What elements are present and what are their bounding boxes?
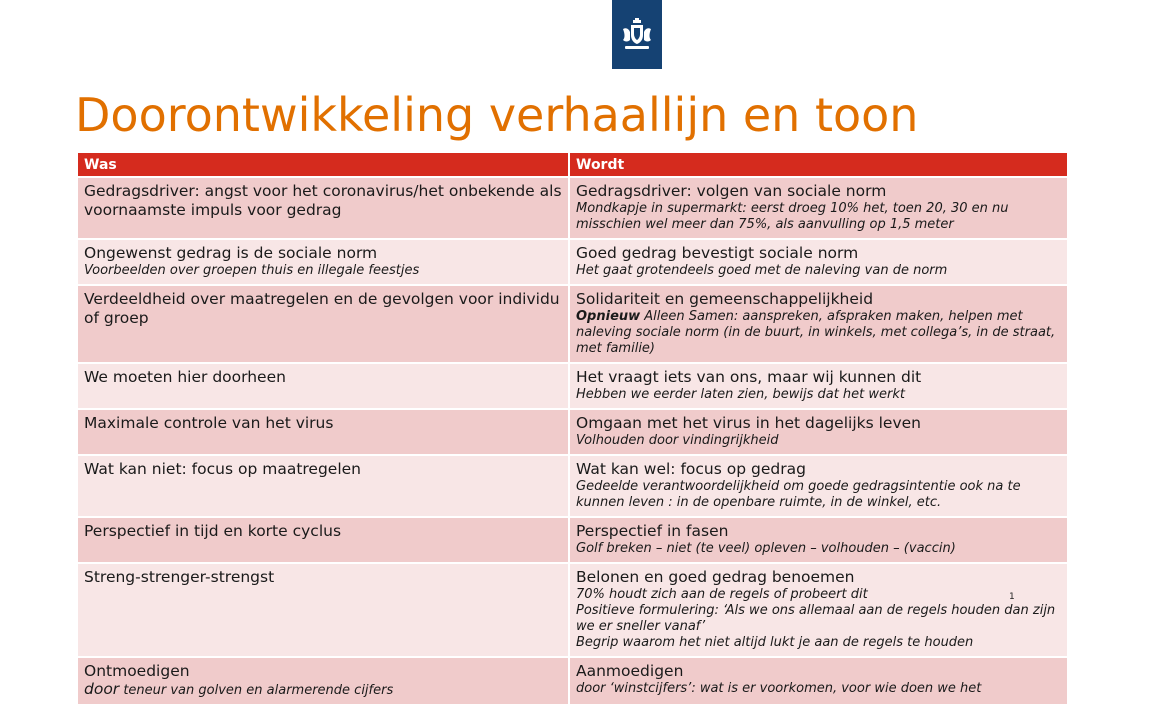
table-row xyxy=(78,455,1067,517)
was-main: Gedragsdriver: angst voor het coronavirus/het onbekende als voornaamste impuls voor gedrag xyxy=(84,182,562,219)
was-cell xyxy=(78,177,569,239)
was-main: Perspectief in tijd en korte cyclus xyxy=(84,522,342,540)
wordt-sub: door ‘winstcijfers’: wat is er voorkomen, voor wie doen we het xyxy=(576,681,982,696)
wordt-sub: Mondkapje in supermarkt: eerst droeg 10% het, toen 20, 30 en nu misschien wel meer dan 75%, als aanvulling op 1,5 meter xyxy=(576,201,1009,232)
wordt-cell xyxy=(569,657,1067,704)
was-cell xyxy=(78,517,569,563)
wordt-sub-bold: Opnieuw xyxy=(576,309,641,324)
table-row xyxy=(78,363,1067,409)
table-row xyxy=(78,657,1067,704)
was-sub: Voorbeelden over groepen thuis en illegale feestjes xyxy=(84,263,420,278)
was-main: Verdeeldheid over maatregelen en de gevolgen voor individu of groep xyxy=(84,290,560,327)
wordt-sub-line: Begrip waarom het niet altijd lukt je aan de regels te houden xyxy=(576,635,974,650)
wordt-main: Solidariteit en gemeenschappelijkheid xyxy=(576,290,874,308)
table-row xyxy=(78,563,1067,657)
was-sub-lead: door xyxy=(84,680,120,698)
wordt-cell xyxy=(569,455,1067,517)
wordt-main: Belonen en goed gedrag benoemen xyxy=(576,568,855,586)
was-cell xyxy=(78,363,569,409)
wordt-main: Gedragsdriver: volgen van sociale norm xyxy=(576,182,887,200)
was-cell xyxy=(78,409,569,455)
wordt-sub: Volhouden door vindingrijkheid xyxy=(576,433,779,448)
wordt-sub: Golf breken – niet (te veel) opleven – volhouden – (vaccin) xyxy=(576,541,956,556)
was-main: Ontmoedigen xyxy=(84,662,190,680)
wordt-cell xyxy=(569,563,1067,657)
header-wordt: Wordt xyxy=(569,153,1067,177)
table-row xyxy=(78,239,1067,285)
page-number: 1 xyxy=(1009,592,1015,602)
was-main: Ongewenst gedrag is de sociale norm xyxy=(84,244,378,262)
wordt-cell xyxy=(569,517,1067,563)
was-main: Wat kan niet: focus op maatregelen xyxy=(84,460,362,478)
wordt-main: Goed gedrag bevestigt sociale norm xyxy=(576,244,859,262)
wordt-main: Wat kan wel: focus op gedrag xyxy=(576,460,806,478)
was-main: Streng-strenger-strengst xyxy=(84,568,275,586)
wordt-cell xyxy=(569,363,1067,409)
wordt-main: Omgaan met het virus in het dagelijks leven xyxy=(576,414,921,432)
coat-of-arms-icon xyxy=(619,17,655,53)
wordt-main: Aanmoedigen xyxy=(576,662,684,680)
wordt-cell xyxy=(569,285,1067,363)
was-sub xyxy=(84,681,562,699)
was-cell xyxy=(78,239,569,285)
table-row xyxy=(78,177,1067,239)
was-cell xyxy=(78,285,569,363)
was-main: We moeten hier doorheen xyxy=(84,368,286,386)
wordt-sub-line: 70% houdt zich aan de regels of probeert dit xyxy=(576,587,868,602)
was-cell xyxy=(78,657,569,704)
table-row xyxy=(78,285,1067,363)
wordt-sub-text: Alleen Samen: aanspreken, afspraken maken, helpen met naleving sociale norm (in de buurt, in winkels, met collega’s, in de straat, met familie) xyxy=(576,309,1056,356)
wordt-sub: Hebben we eerder laten zien, bewijs dat het werkt xyxy=(576,387,905,402)
wordt-cell xyxy=(569,409,1067,455)
was-sub-text: teneur van golven en alarmerende cijfers xyxy=(119,683,394,698)
table-row xyxy=(78,517,1067,563)
wordt-main: Het vraagt iets van ons, maar wij kunnen dit xyxy=(576,368,922,386)
was-cell xyxy=(78,455,569,517)
wordt-sub-line: Positieve formulering: ‘Als we ons allemaal aan de regels houden dan zijn we er sneller vanaf’ xyxy=(576,603,1056,634)
wordt-sub: Het gaat grotendeels goed met de naleving van de norm xyxy=(576,263,948,278)
was-main: Maximale controle van het virus xyxy=(84,414,334,432)
wordt-cell xyxy=(569,177,1067,239)
government-logo xyxy=(612,0,662,69)
header-was: Was xyxy=(78,153,569,177)
table-header-row xyxy=(78,153,1067,177)
comparison-table xyxy=(78,153,1067,704)
wordt-main: Perspectief in fasen xyxy=(576,522,729,540)
wordt-sub: Gedeelde verantwoordelijkheid om goede gedragsintentie ook na te kunnen leven : in de openbare ruimte, in de winkel, etc. xyxy=(576,479,1021,510)
page-title: Doorontwikkeling verhaallijn en toon xyxy=(75,88,919,142)
table-row xyxy=(78,409,1067,455)
wordt-sub xyxy=(576,309,1061,357)
was-cell xyxy=(78,563,569,657)
wordt-cell xyxy=(569,239,1067,285)
